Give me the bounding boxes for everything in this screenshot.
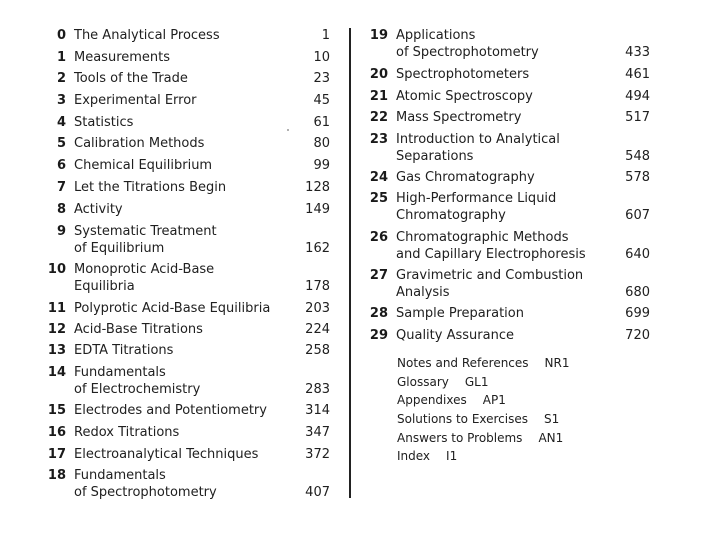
chapter-number: 5 (56, 136, 66, 151)
page-number: 607 (625, 207, 650, 223)
back-matter-entry (397, 412, 559, 426)
page-number: 578 (625, 170, 650, 185)
chapter-title-line: Mass Spectrometry (396, 110, 522, 125)
chapter-title-line: Electroanalytical Techniques (74, 447, 259, 462)
chapter-title (396, 28, 539, 61)
back-matter-entry (397, 356, 570, 370)
page-number: 517 (625, 110, 650, 125)
chapter-title (74, 115, 133, 132)
chapter-number: 2 (56, 71, 66, 86)
page-number: 461 (625, 67, 650, 82)
chapter-number: 15 (47, 403, 66, 418)
chapter-title-line: Acid-Base Titrations (74, 322, 203, 337)
chapter-number: 25 (369, 191, 388, 206)
chapter-title (396, 306, 524, 323)
chapter-title (74, 322, 203, 339)
chapter-title (396, 230, 586, 263)
page-number: 80 (313, 136, 330, 151)
back-matter-page: I1 (446, 449, 458, 463)
back-matter-title: Solutions to Exercises (397, 412, 528, 426)
back-matter-title: Answers to Problems (397, 431, 523, 445)
chapter-title (396, 89, 533, 106)
chapter-title-line: Tools of the Trade (74, 71, 188, 86)
scan-speck (287, 129, 289, 131)
chapter-number: 7 (56, 180, 66, 195)
back-matter-page: NR1 (544, 356, 570, 370)
chapter-title-line: Analysis (396, 284, 450, 300)
chapter-number: 3 (56, 93, 66, 108)
chapter-number: 8 (56, 202, 66, 217)
page-number: 494 (625, 89, 650, 104)
chapter-number: 4 (56, 115, 66, 130)
back-matter-entry (397, 431, 563, 445)
page-number: 699 (625, 306, 650, 321)
chapter-title (74, 425, 179, 442)
chapter-title-line: of Electrochemistry (74, 381, 201, 397)
chapter-title (74, 50, 170, 67)
chapter-number: 28 (369, 306, 388, 321)
chapter-title (74, 468, 217, 501)
chapter-title (74, 71, 188, 88)
chapter-number: 17 (47, 447, 66, 462)
chapter-title-line: Sample Preparation (396, 306, 524, 321)
page-number: 203 (305, 301, 330, 316)
chapter-title-line: EDTA Titrations (74, 343, 174, 358)
chapter-title (74, 136, 204, 153)
chapter-title-line: Calibration Methods (74, 136, 205, 151)
chapter-title (74, 403, 267, 420)
chapter-title-line: Redox Titrations (74, 425, 180, 440)
back-matter-title: Appendixes (397, 393, 467, 407)
chapter-title (74, 343, 173, 360)
page-number: 45 (313, 93, 330, 108)
chapter-number: 18 (47, 468, 66, 483)
page-number: 99 (313, 158, 330, 173)
chapter-title-line: Experimental Error (74, 93, 197, 108)
chapter-title-line: Quality Assurance (396, 328, 514, 343)
page-number: 224 (305, 322, 330, 337)
chapter-title (396, 191, 556, 224)
chapter-title (74, 158, 212, 175)
chapter-number: 26 (369, 230, 388, 245)
back-matter-page: AN1 (538, 431, 564, 445)
chapter-title-line: Gas Chromatography (396, 170, 535, 185)
back-matter-title: Glossary (397, 375, 449, 389)
chapter-title-line: Measurements (74, 50, 171, 65)
chapter-title (396, 268, 583, 301)
chapter-title-line: Polyprotic Acid-Base Equilibria (74, 301, 271, 316)
back-matter-entry (397, 393, 506, 407)
back-matter-page: S1 (544, 412, 560, 426)
chapter-title (74, 301, 270, 318)
chapter-title-line: and Capillary Electrophoresis (396, 246, 586, 262)
back-matter-page: AP1 (482, 393, 506, 407)
chapter-title (74, 447, 258, 464)
chapter-number: 21 (369, 89, 388, 104)
page-number: 548 (625, 148, 650, 164)
page-number: 680 (625, 284, 650, 300)
chapter-title-line: Chromatography (396, 207, 506, 223)
chapter-number: 22 (369, 110, 388, 125)
page-number: 162 (305, 240, 330, 256)
page-number: 372 (305, 447, 330, 462)
page-number: 128 (305, 180, 330, 195)
chapter-title-line: Spectrophotometers (396, 67, 530, 82)
chapter-title-line: Equilibria (74, 278, 135, 294)
back-matter-entry (397, 449, 457, 463)
page-number: 283 (305, 381, 330, 397)
chapter-number: 1 (56, 50, 66, 65)
chapter-title (74, 180, 226, 197)
page-number: 61 (313, 115, 330, 130)
chapter-title (74, 365, 200, 398)
chapter-title-line: of Equilibrium (74, 240, 165, 256)
chapter-title-line: Chromatographic Methods (396, 230, 569, 245)
page-number: 433 (625, 44, 650, 60)
chapter-title-line: Systematic Treatment (74, 224, 217, 239)
chapter-number: 6 (56, 158, 66, 173)
chapter-number: 12 (47, 322, 66, 337)
back-matter-page: GL1 (464, 375, 489, 389)
page-number: 258 (305, 343, 330, 358)
chapter-title-line: Monoprotic Acid-Base (74, 262, 215, 277)
chapter-title-line: Fundamentals (74, 468, 166, 483)
chapter-title (74, 202, 123, 219)
chapter-title-line: of Spectrophotometry (396, 44, 539, 60)
chapter-number: 0 (56, 28, 66, 43)
chapter-title-line: Fundamentals (74, 365, 166, 380)
chapter-number: 9 (56, 224, 66, 239)
chapter-title-line: The Analytical Process (74, 28, 220, 43)
chapter-title-line: Applications (396, 28, 476, 43)
chapter-title (74, 262, 214, 295)
chapter-title-line: High-Performance Liquid (396, 191, 557, 206)
chapter-title-line: Separations (396, 148, 474, 164)
chapter-title (396, 110, 521, 127)
back-matter-title: Notes and References (397, 356, 529, 370)
page-number: 23 (313, 71, 330, 86)
chapter-title-line: Statistics (74, 115, 134, 130)
page-number: 10 (313, 50, 330, 65)
page-number: 178 (305, 278, 330, 294)
chapter-title (74, 28, 220, 45)
chapter-title (396, 170, 535, 187)
chapter-number: 10 (47, 262, 66, 277)
chapter-title (74, 93, 197, 110)
chapter-number: 24 (369, 170, 388, 185)
chapter-number: 29 (369, 328, 388, 343)
chapter-title-line: Let the Titrations Begin (74, 180, 227, 195)
chapter-number: 19 (369, 28, 388, 43)
chapter-number: 13 (47, 343, 66, 358)
chapter-title-line: Chemical Equilibrium (74, 158, 213, 173)
chapter-title-line: Introduction to Analytical (396, 132, 560, 147)
chapter-title-line: Activity (74, 202, 123, 217)
chapter-title-line: of Spectrophotometry (74, 484, 217, 500)
chapter-title (396, 67, 529, 84)
page-number: 640 (625, 246, 650, 262)
chapter-title (396, 328, 514, 345)
chapter-number: 20 (369, 67, 388, 82)
chapter-number: 14 (47, 365, 66, 380)
page-number: 407 (305, 484, 330, 500)
chapter-title (396, 132, 560, 165)
chapter-title-line: Gravimetric and Combustion (396, 268, 584, 283)
back-matter-entry (397, 375, 489, 389)
chapter-number: 16 (47, 425, 66, 440)
page-number: 149 (305, 202, 330, 217)
back-matter-title: Index (397, 449, 431, 463)
page-number: 1 (321, 28, 330, 43)
chapter-title (74, 224, 217, 257)
chapter-title-line: Electrodes and Potentiometry (74, 403, 267, 418)
chapter-number: 11 (47, 301, 66, 316)
column-divider (349, 28, 351, 498)
page-number: 347 (305, 425, 330, 440)
chapter-number: 23 (369, 132, 388, 147)
chapter-number: 27 (369, 268, 388, 283)
chapter-title-line: Atomic Spectroscopy (396, 89, 533, 104)
page-number: 314 (305, 403, 330, 418)
page-number: 720 (625, 328, 650, 343)
